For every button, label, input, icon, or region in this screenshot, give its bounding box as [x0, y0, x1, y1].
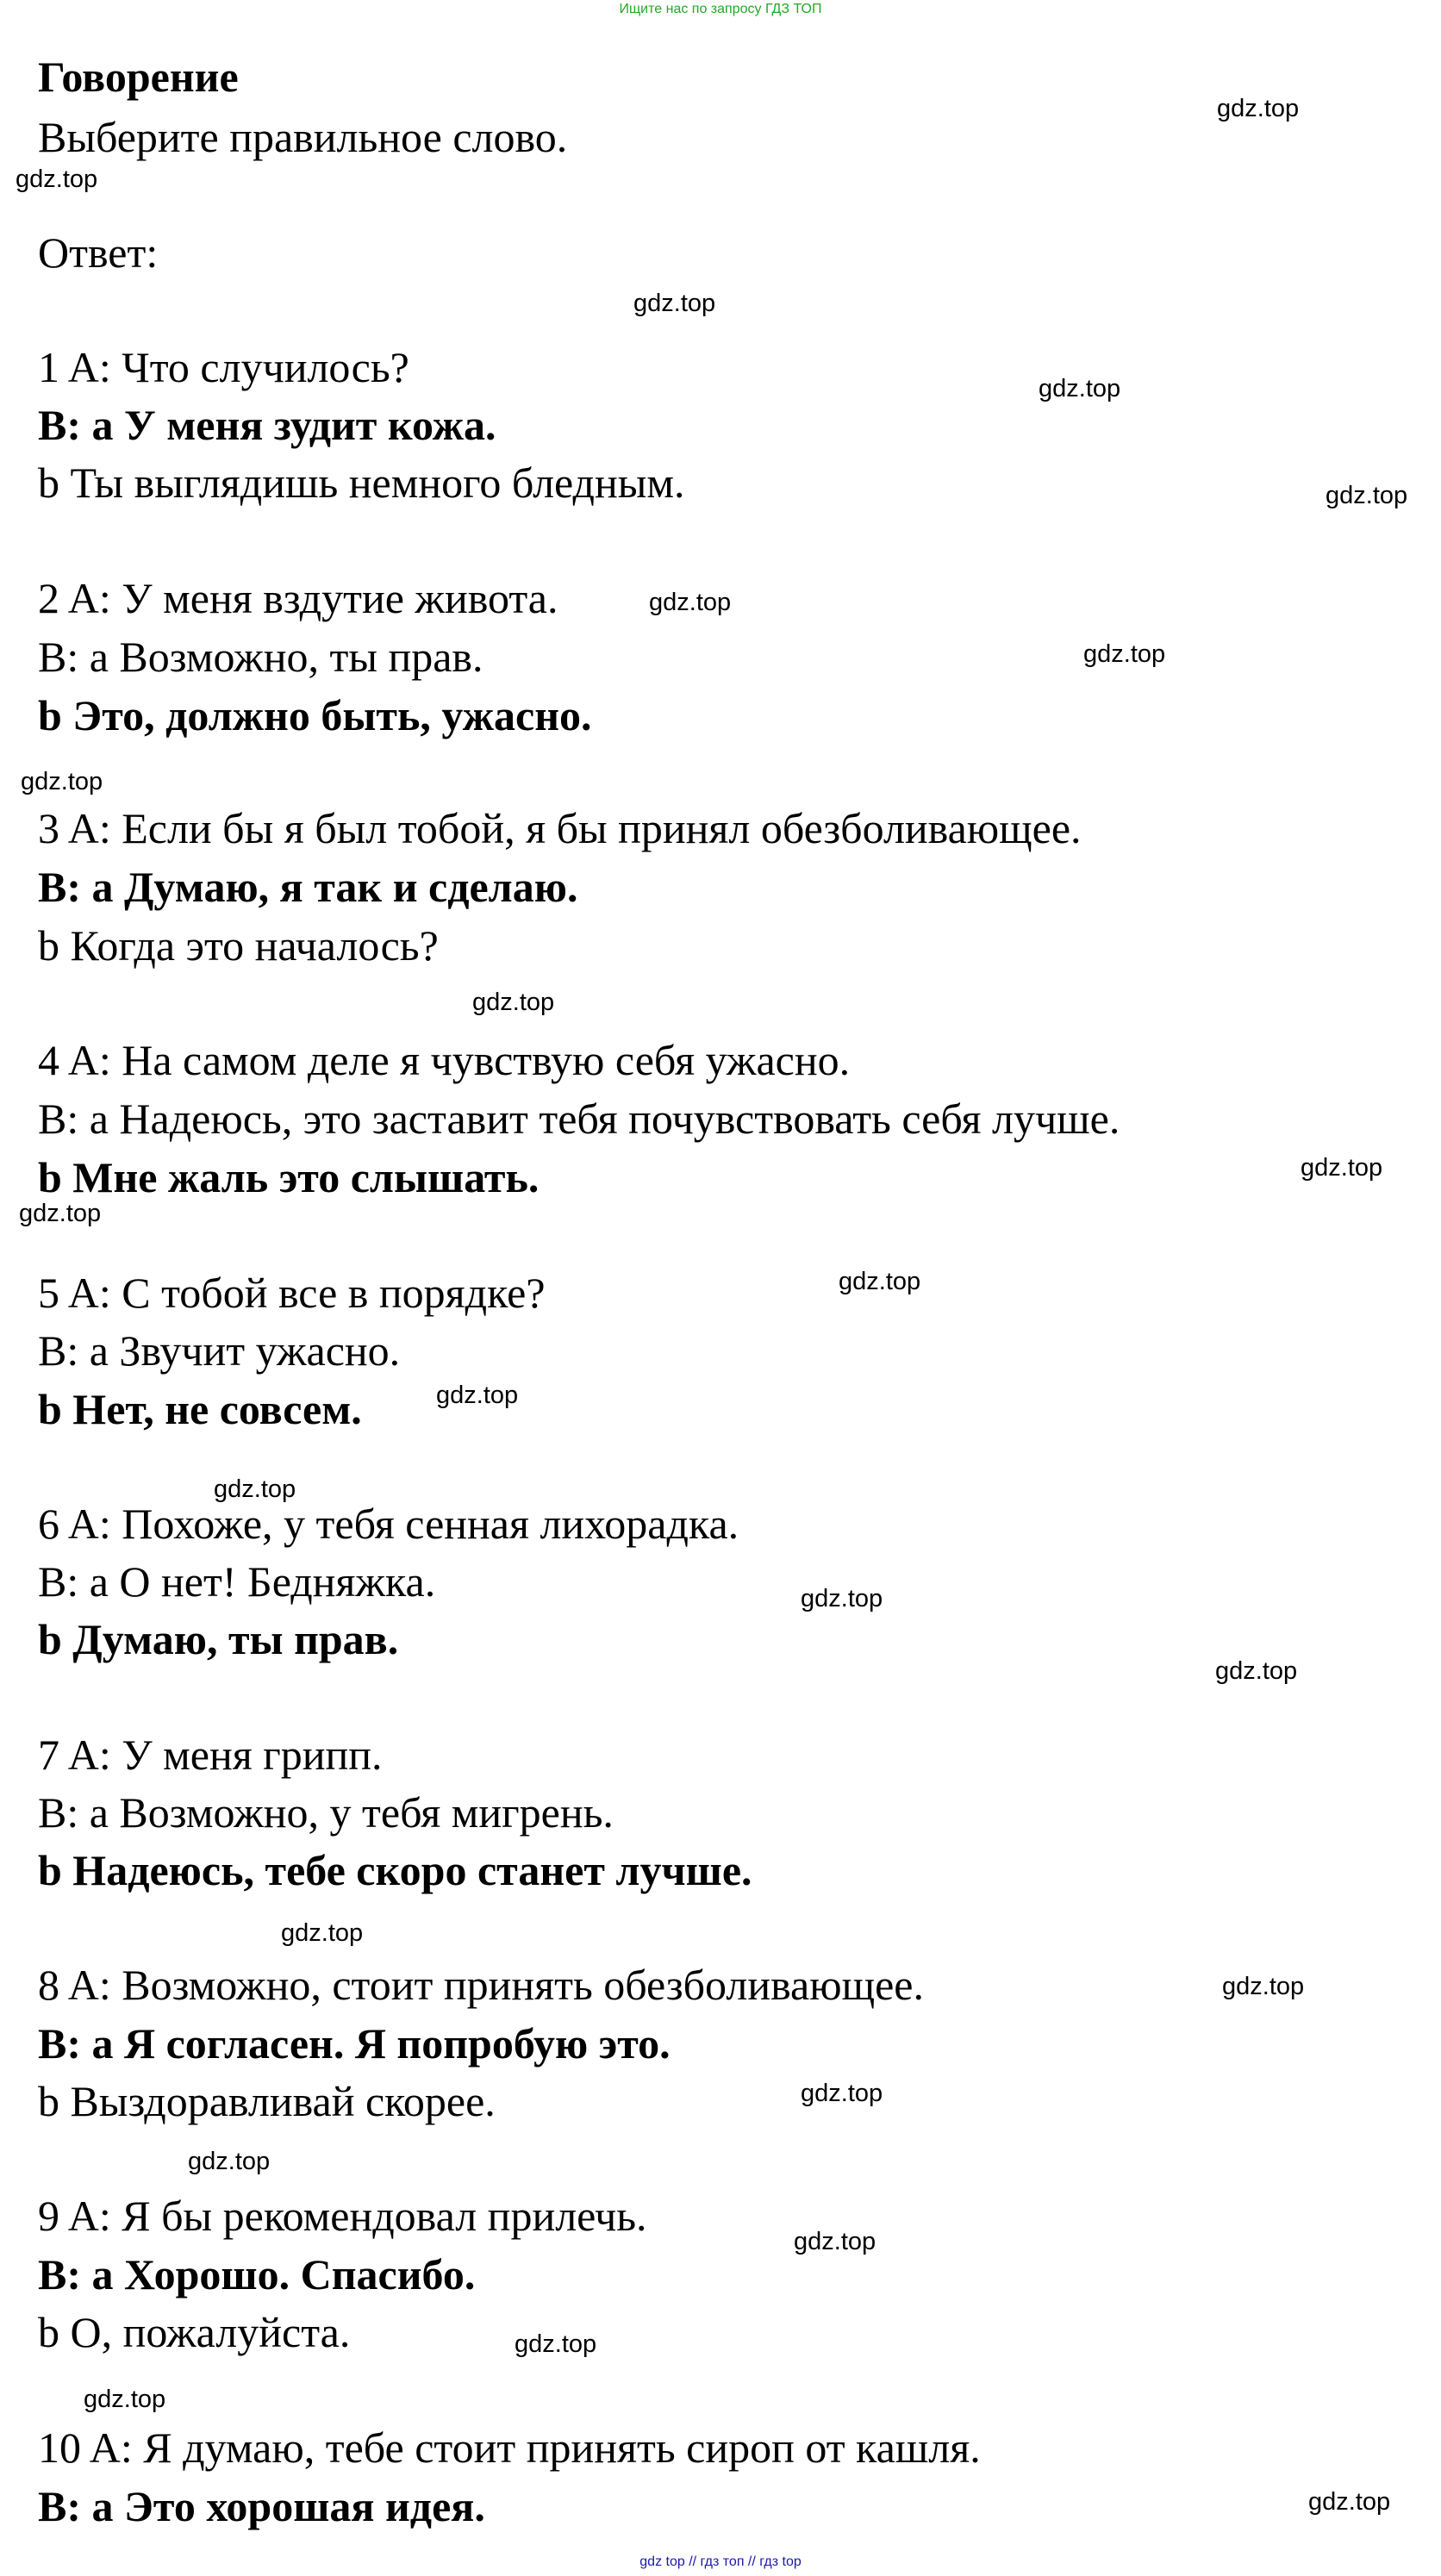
dialogue-5-option-a: B: а Звучит ужасно. [38, 1326, 401, 1375]
dialogue-10-option-a-selected: B: а Это хорошая идея. [38, 2482, 485, 2530]
dialogue-4-option-a: B: а Надеюсь, это заставит тебя почувствовать себя лучше. [38, 1095, 1120, 1143]
dialogue-6-question: 6 A: Похоже, у тебя сенная лихорадка. [38, 1500, 739, 1548]
dialogue-1-question: 1 A: Что случилось? [38, 343, 409, 391]
dialogue-6-option-a: B: а О нет! Бедняжка. [38, 1557, 436, 1606]
dialogue-4-question: 4 A: На самом деле я чувствую себя ужасно. [38, 1036, 851, 1084]
watermark: gdz.top [1039, 375, 1121, 402]
dialogue-5-question: 5 A: С тобой все в порядке? [38, 1269, 546, 1317]
dialogue-10-question: 10 A: Я думаю, тебе стоит принять сироп от кашля. [38, 2423, 981, 2472]
watermark: gdz.top [1326, 482, 1408, 509]
dialogue-3-option-b: b Когда это началось? [38, 921, 439, 970]
dialogue-5-option-b-selected: b Нет, не совсем. [38, 1385, 362, 1433]
dialogue-3-question: 3 A: Если бы я был тобой, я бы принял обезболивающее. [38, 804, 1082, 852]
watermark: gdz.top [19, 1200, 102, 1227]
dialogue-2-option-b-selected: b Это, должно быть, ужасно. [38, 691, 592, 739]
top-search-note: Ищите нас по запросу ГДЗ ТОП [619, 2, 822, 16]
dialogue-1-option-b: b Ты выглядишь немного бледным. [38, 458, 685, 507]
dialogue-8-option-a-selected: B: а Я согласен. Я попробую это. [38, 2019, 671, 2068]
task-instruction: Выберите правильное слово. [38, 113, 568, 161]
watermark: gdz.top [1083, 640, 1166, 668]
watermark: gdz.top [1222, 1973, 1305, 2000]
dialogue-7-option-a: B: а Возможно, у тебя мигрень. [38, 1788, 614, 1837]
watermark: gdz.top [633, 290, 716, 317]
watermark: gdz.top [1301, 1154, 1383, 1182]
watermark: gdz.top [794, 2228, 876, 2255]
watermark: gdz.top [1217, 95, 1300, 122]
dialogue-2-question: 2 A: У меня вздутие живота. [38, 574, 558, 622]
dialogue-2-option-a: B: а Возможно, ты прав. [38, 633, 483, 681]
dialogue-9-option-b: b О, пожалуйста. [38, 2308, 351, 2356]
dialogue-6-option-b-selected: b Думаю, ты прав. [38, 1615, 399, 1663]
watermark: gdz.top [515, 2330, 597, 2358]
watermark: gdz.top [1215, 1657, 1298, 1685]
dialogue-8-option-b: b Выздоравливай скорее. [38, 2077, 496, 2125]
dialogue-3-option-a-selected: B: а Думаю, я так и сделаю. [38, 863, 578, 911]
watermark: gdz.top [801, 1585, 883, 1612]
dialogue-8-question: 8 A: Возможно, стоит принять обезболивающее. [38, 1961, 924, 2009]
dialogue-7-question: 7 A: У меня грипп. [38, 1731, 383, 1779]
watermark: gdz.top [281, 1919, 364, 1947]
watermark: gdz.top [84, 2386, 166, 2413]
watermark: gdz.top [649, 589, 732, 616]
watermark: gdz.top [188, 2148, 271, 2175]
watermark: gdz.top [839, 1268, 921, 1295]
watermark: gdz.top [436, 1382, 519, 1409]
dialogue-9-option-a-selected: B: а Хорошо. Спасибо. [38, 2250, 476, 2298]
watermark: gdz.top [16, 165, 98, 193]
watermark: gdz.top [21, 768, 103, 795]
watermark: gdz.top [214, 1475, 296, 1503]
page-title: Говорение [38, 53, 239, 101]
watermark: gdz.top [1308, 2488, 1391, 2516]
answer-label: Ответ: [38, 228, 159, 277]
dialogue-1-option-a-selected: B: а У меня зудит кожа. [38, 401, 496, 449]
dialogue-4-option-b-selected: b Мне жаль это слышать. [38, 1153, 540, 1201]
watermark: gdz.top [801, 2080, 883, 2107]
footer-note: gdz top // гдз топ // гдз top [639, 2554, 802, 2569]
watermark: gdz.top [472, 989, 555, 1016]
dialogue-7-option-b-selected: b Надеюсь, тебе скоро станет лучше. [38, 1846, 752, 1894]
dialogue-9-question: 9 A: Я бы рекомендовал прилечь. [38, 2192, 647, 2240]
